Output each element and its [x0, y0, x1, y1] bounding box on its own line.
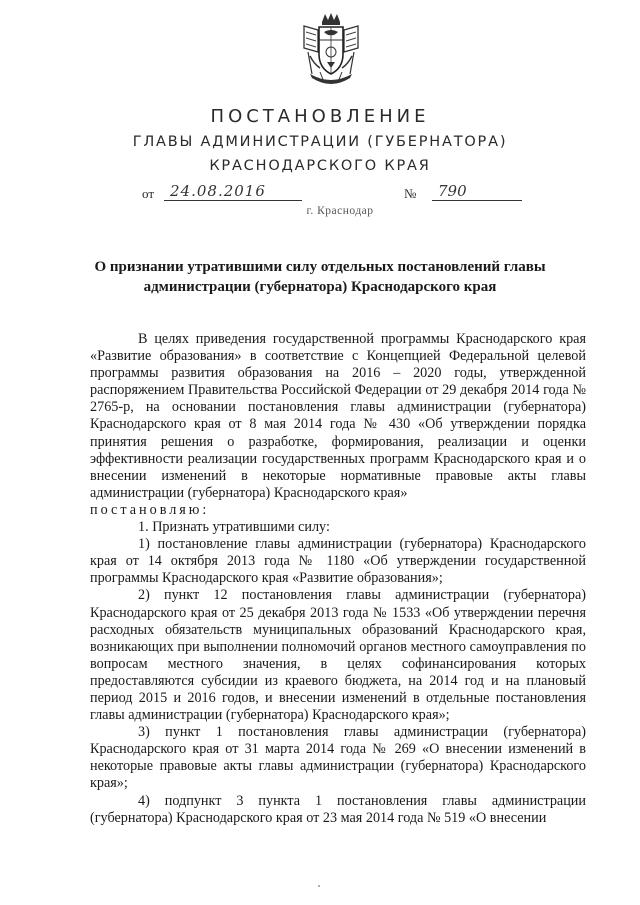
number-value: 790	[432, 182, 522, 201]
item-1-1: 1) постановление главы администрации (губернатора) Краснодарского края от 14 октября 2013 года № 1180 «Об утверждении государственной программы Краснодарского края «Развитие образования»;	[90, 536, 586, 587]
doc-type-heading: ПОСТАНОВЛЕНИЕ	[210, 106, 430, 127]
item-1-2: 2) пункт 12 постановления главы администрации (губернатора) Краснодарского края от 25 декабря 2013 года № 1533 «Об утверждении перечня расходных обязательств муниципальных образований Краснодарского края, возникающих при выполнении полномочий органов местного самоуправления по вопросам местного значения, в целях софинансирования которых предоставляются субсидии из краевого бюджета, на 2014 год и на плановый период 2015 и 2016 годов, и внесении изменений в отдельные постановления главы администрации (губернатора) Краснодарского края»;	[90, 587, 586, 724]
date-value: 24.08.2016	[164, 182, 302, 201]
item-1: 1. Признать утратившими силу:	[138, 519, 330, 536]
item-1-4: 4) подпункт 3 пункта 1 постановления главы администрации (губернатора) Краснодарского края от 23 мая 2014 года № 519 «О внесении	[90, 792, 586, 826]
document-title	[80, 257, 560, 297]
date-label: от	[142, 186, 155, 201]
item-1-3: 3) пункт 1 постановления главы администрации (губернатора) Краснодарского края от 31 марта 2014 года № 269 «О внесении изменений в некоторые правовые акты главы администрации (губернатора) Краснодарского края»;	[90, 724, 586, 792]
document-body	[90, 331, 586, 827]
coat-of-arms-icon	[300, 12, 362, 88]
document-title-line-2: администрации (губернатора) Краснодарского края	[143, 279, 497, 295]
preamble-paragraph: В целях приведения государственной программы Краснодарского края «Развитие образования» в соответствие с Концепцией Федеральной целевой программы развития образования на 2016 – 2020 годы, утвержденной распоряжением Правительства Российской Федерации от 29 декабря 2014 года № 2765-р, на основании постановления главы администрации (губернатора) Краснодарского края от 8 мая 2014 года № 430 «Об утверждении порядка принятия решения о разработке, формирования, реализации и оценки эффективности реализации государственных программ Краснодарского края и о внесении изменений в некоторые нормативные правовые акты главы администрации (губернатора) Краснодарского края»	[90, 331, 586, 501]
city-label: г. Краснодар	[306, 205, 374, 217]
number-label: №	[404, 186, 417, 201]
decree-word: постановляю:	[90, 501, 210, 518]
date-number-row	[142, 182, 542, 204]
document-title-line-1: О признании утратившими силу отдельных постановлений главы	[94, 259, 546, 275]
issuer-heading: ГЛАВЫ АДМИНИСТРАЦИИ (ГУБЕРНАТОРА)	[132, 134, 508, 150]
region-heading: КРАСНОДАРСКОГО КРАЯ	[209, 158, 431, 174]
scan-speck	[318, 885, 320, 887]
